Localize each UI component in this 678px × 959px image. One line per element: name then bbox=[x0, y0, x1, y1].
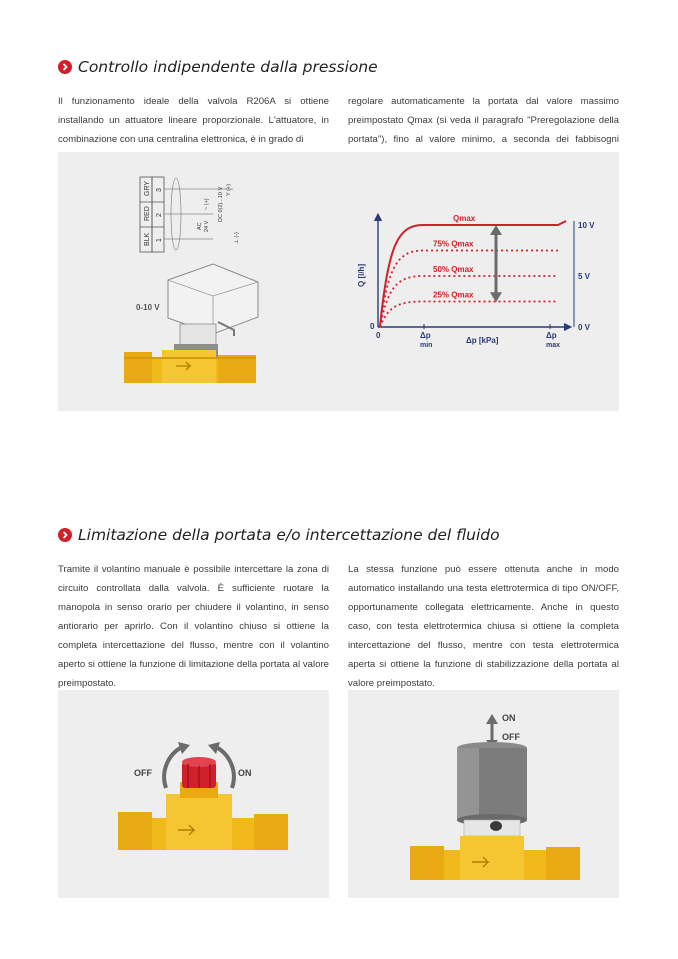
red-handwheel bbox=[182, 757, 216, 788]
x-tick-2-symbol: Δp bbox=[546, 331, 557, 340]
series-line-4 bbox=[380, 302, 558, 328]
section-title-pressure bbox=[58, 58, 378, 76]
handwheel-illustration bbox=[58, 690, 329, 898]
x-axis-label: Δp [kPa] bbox=[466, 336, 499, 345]
series-label-3: 50% Qmax bbox=[433, 265, 474, 274]
figure-panel-handwheel bbox=[58, 690, 329, 898]
section-title-flow-limitation bbox=[58, 526, 500, 544]
dc-label: DC 0(2)...10 V bbox=[218, 186, 224, 222]
wire-color-red: RED bbox=[144, 206, 151, 221]
section2-left-column: Tramite il volantino manuale è possibile intercettare la zona di circuito controllata dalla valvola. È sufficiente ruotare la manopola in senso orario per chiudere il volantino, in senso antiorario per aprirlo. Con il volantino chiuso si ottiene la completa intercettazione del flusso, mentre con il volantino aperto si ottiene la funzione di limitazione della portata al valore preimpostato. bbox=[58, 564, 329, 689]
figure-panel-actuator bbox=[58, 152, 619, 411]
x-tick-0: 0 bbox=[376, 331, 381, 340]
actuator-body bbox=[168, 264, 258, 358]
x-tick-1-symbol: Δp bbox=[420, 331, 431, 340]
range-arrow-head-up bbox=[490, 225, 502, 235]
brass-valve bbox=[410, 836, 580, 880]
wire-number-2: 2 bbox=[156, 213, 163, 217]
brass-valve bbox=[124, 350, 256, 383]
knob-off-label: OFF bbox=[134, 768, 152, 778]
section1-right-column: regolare automaticamente la portata dal valore massimo preimpostato Qmax (si veda il paragrafo "Preregolazione della portata"), fino al valore minimo, a seconda dei fabbisogni bbox=[348, 96, 619, 145]
section-title-text: Controllo indipendente dalla pressione bbox=[78, 58, 378, 76]
ground-label: ⊥ (-) bbox=[234, 232, 240, 244]
wire-number-1: 1 bbox=[156, 238, 163, 242]
series-line-2 bbox=[380, 251, 558, 328]
series-label-4: 25% Qmax bbox=[433, 290, 474, 300]
y-tick-0: 0 bbox=[370, 322, 375, 331]
right-scale-label-3: 0 V bbox=[578, 323, 591, 332]
wire-color-gry: GRY bbox=[144, 180, 151, 196]
section1-left-column: Il funzionamento ideale della valvola R206A si ottiene installando un attuatore lineare proporzionale. L'attuatore, in combinazione con una centralina elettronica, è in grado di bbox=[58, 96, 329, 145]
brass-valve bbox=[118, 782, 288, 850]
thermal-head bbox=[457, 742, 527, 836]
right-scale-label-1: 10 V bbox=[578, 221, 595, 230]
series-label-2: 75% Qmax bbox=[433, 239, 474, 249]
series-label-1: Qmax bbox=[453, 214, 476, 223]
wire-color-blk: BLK bbox=[144, 232, 151, 246]
head-off-label: OFF bbox=[502, 732, 520, 742]
y-axis-label: Q [l/h] bbox=[357, 263, 366, 287]
x-tick-2-sub: max bbox=[546, 342, 561, 349]
v24-label: 24 V bbox=[204, 220, 210, 232]
section-title-text: Limitazione della portata e/o intercettazione del fluido bbox=[78, 526, 500, 544]
wiring-table bbox=[140, 177, 240, 252]
chevron-right-icon bbox=[58, 528, 72, 542]
chevron-right-icon bbox=[58, 60, 72, 74]
head-on-label: ON bbox=[502, 713, 516, 723]
figure-panel-thermal-head bbox=[348, 690, 619, 898]
section2-right-column: La stessa funzione può essere ottenuta anche in modo automatico installando una testa elettrotermica di tipo ON/OFF, opportunamente collegata elettricamente. Anche in questo caso, con testa elettrotermica chiusa si ottiene la completa intercettazione del flusso, mentre con testa elettrotermica aperta si ottiene la funzione di stabilizzazione della portata al valore preimpostato. bbox=[348, 564, 619, 689]
ac-label: AC bbox=[197, 222, 203, 230]
wire-number-3: 3 bbox=[156, 188, 163, 192]
series-line-1 bbox=[380, 221, 566, 327]
x-tick-1-sub: min bbox=[420, 342, 433, 349]
flow-chart bbox=[348, 202, 608, 382]
knob-on-label: ON bbox=[238, 768, 252, 778]
actuator-voltage-label: 0-10 V bbox=[136, 303, 160, 312]
right-scale-label-2: 5 V bbox=[578, 272, 591, 281]
y-plus-label: Y (+) bbox=[226, 184, 232, 196]
thermal-head-illustration bbox=[348, 690, 619, 898]
ac-plus-label: ~ (+) bbox=[204, 198, 210, 210]
